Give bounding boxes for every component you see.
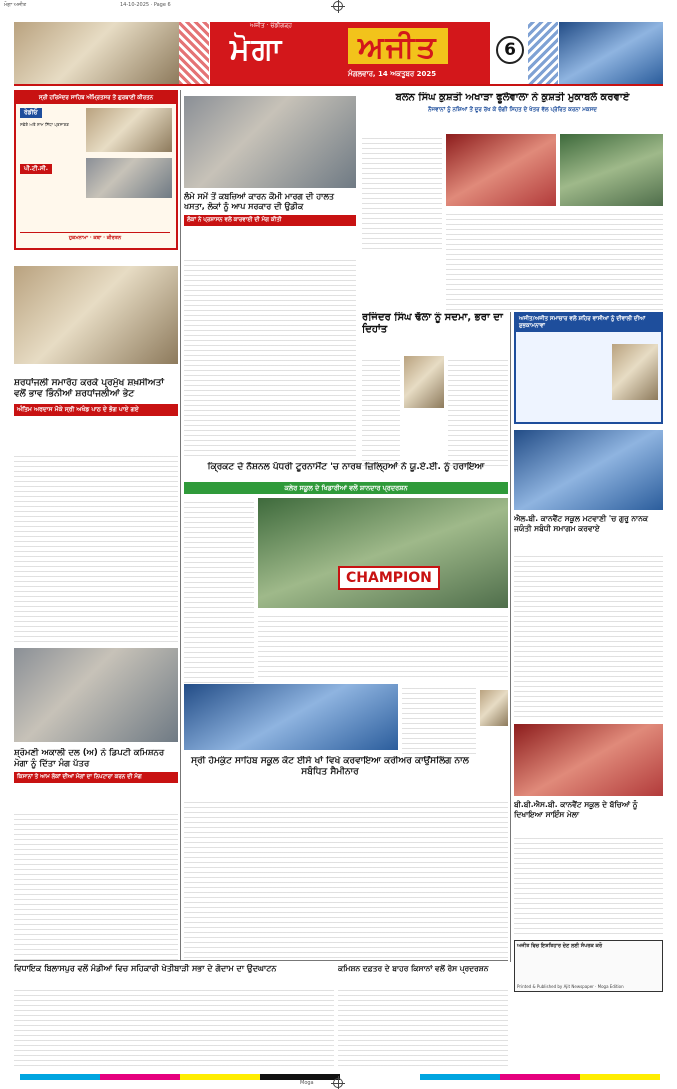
fair-headline: ਬੀ.ਬੀ.ਐਸ.ਬੀ. ਕਾਨਵੈਂਟ ਸਕੂਲ ਦੇ ਬੱਚਿਆਂ ਨੂੰ ਦਿਖਾਇਆ ਸਾਇੰਸ ਮੇਲਾ [514, 800, 638, 819]
fair-story [514, 800, 663, 830]
masthead-title-left: ਮੋਗਾ [230, 32, 284, 67]
print-header [0, 0, 677, 14]
masthead [14, 16, 663, 86]
gurbani-ad-footer: ਹੁਕਮਨਾਮਾ · ਕਥਾ · ਕੀਰਤਨ [20, 232, 170, 244]
school-right-body [514, 552, 663, 720]
church-photo-right [559, 22, 663, 84]
bottom-left-story [14, 964, 334, 984]
wrestling-photo-1 [446, 134, 556, 206]
cricket-body [184, 498, 254, 698]
bottom-left-body [14, 986, 334, 1066]
bottom-right-headline: ਕਮਿਸ਼ਨ ਦਫ਼ਤਰ ਦੇ ਬਾਹਰ ਕਿਸਾਨਾਂ ਵਲੋਂ ਰੋਸ ਪ੍ਰਦਰਸ਼ਨ [338, 964, 489, 973]
seminar-side-body [402, 684, 476, 754]
lead-headline: ਬਲਨ ਸਿੰਘ ਕੁਸ਼ਤੀ ਅਖਾੜਾ ਫੂਲੇਵਾਲਾ ਨੇ ਕੁਸ਼ਤੀ ਮੁਕਾਬਲੇ ਕਰਵਾਏ [395, 92, 630, 103]
obituary-story [362, 312, 512, 352]
obituary-body-2 [448, 356, 508, 466]
akali-story [14, 748, 178, 808]
lead-body [362, 134, 442, 252]
cricket-team-photo [258, 498, 508, 608]
school-right-story [514, 514, 663, 548]
masthead-date: ਮੰਗਲਵਾਰ, 14 ਅਕਤੂਬਰ 2025 [348, 70, 437, 78]
title-band [210, 22, 490, 84]
shraddhanjali-subhead: ਅੰਤਿਮ ਅਰਦਾਸ ਮੌਕੇ ਸ੍ਰੀ ਅਖੰਡ ਪਾਠ ਦੇ ਭੋਗ ਪਾਏ ਗਏ [14, 404, 178, 416]
bottom-right-body [338, 986, 508, 1066]
diwali-ad [514, 312, 663, 424]
akali-subhead: ਕਿਸਾਨਾਂ ਤੇ ਆਮ ਲੋਕਾਂ ਦੀਆਂ ਮੰਗਾਂ ਦਾ ਨਿਪਟਾਰਾ ਕਰਨ ਦੀ ਮੰਗ [14, 772, 178, 783]
obituary-headline: ਰਜਿੰਦਰ ਸਿੰਘ ਢੱਲਾ ਨੂੰ ਸਦਮਾ, ਭਰਾ ਦਾ ਦਿਹਾਂਤ [362, 312, 503, 335]
diwali-ad-headline: ਅਜੀਤ/ਅਜੀਤ ਸਮਾਚਾਰ ਵਲੋਂ ਸ਼ਹਿਰ ਵਾਸੀਆਂ ਨੂੰ ਦੀਵਾਲੀ ਦੀਆਂ ਸ਼ੁਭਕਾਮਨਾਵਾਂ [516, 314, 661, 332]
gurbani-ad-label1: ਰੇਡੀਓ [20, 108, 42, 118]
science-fair-photo [514, 724, 663, 796]
footer-imprint: Printed & Published by Ajit Newspaper · Moga Edition [517, 984, 624, 989]
cricket-band [184, 482, 508, 494]
footer-page-tag: Moga [300, 1080, 314, 1086]
print-slug: ਮੋਗਾ ਅਜੀਤ [4, 2, 27, 8]
students-photo-right [514, 430, 663, 510]
lead-body-2 [446, 210, 663, 310]
rule-bottom [14, 960, 508, 961]
registration-mark-bottom-icon [333, 1078, 343, 1088]
temple-photo-left [14, 22, 179, 84]
lead-subhead: ਨੌਜਵਾਨਾਂ ਨੂੰ ਨਸ਼ਿਆਂ ਤੋਂ ਦੂਰ ਰੱਖ ਕੇ ਚੰਗੀ ਸਿਹਤ ਦੇ ਖੇਤਰ ਵੱਲ ਪ੍ਰੇਰਿਤ ਕਰਨਾ ਮਕਸਦ [428, 107, 597, 113]
shraddhanjali-story [14, 378, 178, 448]
street-subhead: ਲੋਕਾਂ ਨੇ ਪ੍ਰਸ਼ਾਸਨ ਵਲੋਂ ਕਾਰਵਾਈ ਦੀ ਮੰਗ ਕੀਤੀ [184, 215, 356, 226]
shraddhanjali-body [14, 452, 178, 642]
shraddhanjali-headline: ਸ਼ਰਧਾਂਜਲੀ ਸਮਾਰੋਹ ਕਰਕੇ ਪ੍ਰਮੁੱਖ ਸ਼ਖ਼ਸੀਅਤਾਂ ਵਲੋਂ ਭਾਵ ਭਿੰਨੀਆਂ ਸ਼ਰਧਾਂਜਲੀਆਂ ਭੇਟ [14, 378, 164, 399]
masthead-kicker: ਅਜੀਤ · ਚੰਡੀਗੜ੍ਹ [250, 22, 292, 29]
masthead-title-right: ਅਜੀਤ [348, 28, 448, 64]
gurbani-ad-title: ਸ੍ਰੀ ਹਰਿਮੰਦਰ ਸਾਹਿਬ ਅੰਮ੍ਰਿਤਸਰ ਤੋਂ ਗੁਰਬਾਣੀ ਕੀਰਤਨ [16, 92, 176, 104]
ceremony-photo [14, 266, 178, 364]
obituary-body [362, 356, 400, 466]
gurbani-ad-label2: ਪੀ.ਟੀ.ਸੀ. [20, 164, 52, 174]
seminar-portrait [480, 690, 508, 726]
fair-body [514, 834, 663, 938]
seminar-headline: ਸ੍ਰੀ ਹੇਮਕੁੰਟ ਸਾਹਿਬ ਸਕੂਲ ਕੋਟ ਈਸੇ ਖਾਂ ਵਿਖੇ ਕਰਵਾਇਆ ਕਰੀਅਰ ਕਾਉਂਸਲਿੰਗ ਨਾਲ ਸਬੰਧਿਤ ਸੈਮੀਨਾਰ [191, 756, 469, 777]
pattern-right [528, 22, 558, 84]
street-photo [184, 96, 356, 188]
champion-banner: CHAMPION [338, 566, 440, 590]
seminar-photo [184, 684, 398, 750]
page-number-badge [496, 36, 524, 64]
registration-mark-icon [333, 1, 343, 11]
lead-story [362, 92, 663, 132]
seminar-story [184, 756, 476, 796]
footer-ad [514, 940, 663, 992]
pattern-left [179, 22, 209, 84]
gurbani-ad [14, 90, 178, 250]
footer-ad-text: ਅਜੀਤ ਵਿਚ ਇਸ਼ਤਿਹਾਰ ਦੇਣ ਲਈ ਸੰਪਰਕ ਕਰੋ [517, 943, 603, 949]
seminar-body [184, 798, 508, 958]
street-story [184, 192, 356, 252]
akali-body [14, 810, 178, 960]
cricket-body-2 [258, 612, 508, 680]
gurbani-ad-photo2 [86, 158, 172, 198]
street-body [184, 256, 356, 456]
diwali-ad-portrait [612, 344, 658, 400]
obituary-portrait [404, 356, 444, 408]
gurbani-ad-text [20, 122, 82, 158]
gurbani-ad-line1: ਸਵੇਰੇ ਅਤੇ ਸ਼ਾਮ ਸਿੱਧਾ ਪ੍ਰਸਾਰਣ [20, 122, 69, 127]
akali-photo [14, 648, 178, 742]
wrestling-photo-2 [560, 134, 663, 206]
akali-headline: ਸ਼੍ਰੋਮਣੀ ਅਕਾਲੀ ਦਲ (ਅ) ਨੇ ਡਿਪਟੀ ਕਮਿਸ਼ਨਰ ਮੋਗਾ ਨੂੰ ਦਿੱਤਾ ਮੰਗ ਪੱਤਰ [14, 748, 165, 769]
page-number: 6 [504, 40, 516, 60]
golden-temple-photo [86, 108, 172, 152]
rule-left [180, 90, 181, 960]
school-right-headline: ਐਲ.ਬੀ. ਕਾਨਵੈਂਟ ਸਕੂਲ ਮਟਵਾਣੀ 'ਚ ਗੁਰੂ ਨਾਨਕ ਜਯੰਤੀ ਸਬੰਧੀ ਸਮਾਗਮ ਕਰਵਾਏ [514, 514, 649, 533]
rule-right [510, 312, 511, 962]
street-headline: ਲੰਮੇ ਸਮੇਂ ਤੋਂ ਕਬਜ਼ਿਆਂ ਕਾਰਨ ਕੌਮੀ ਮਾਰਗ ਦੀ ਹਾਲਤ ਖਸਤਾ, ਲੋਕਾਂ ਨੂੰ ਆਪ ਸਰਕਾਰ ਦੀ ਉਡੀਕ [184, 192, 334, 211]
bottom-right-story [338, 964, 508, 984]
bottom-left-headline: ਵਿਧਾਇਕ ਬਿਲਾਸਪੁਰ ਵਲੋਂ ਮੰਡੀਆਂ ਵਿਚ ਸਹਿਕਾਰੀ ਖੇਤੀਬਾੜੀ ਸਭਾ ਦੇ ਗੋਦਾਮ ਦਾ ਉਦਘਾਟਨ [14, 964, 277, 973]
cricket-headline: ਕ੍ਰਿਕਟ ਦੇ ਨੈਸ਼ਨਲ ਪੱਧਰੀ ਟੂਰਨਾਮੈਂਟ 'ਚ ਨਾਰਥ ਜ਼ਿਲ੍ਹਿਆਂ ਨੇ ਯੂ.ਏ.ਈ. ਨੂੰ ਹਰਾਇਆ [207, 462, 485, 472]
cricket-band-text: ਕਲੇਰ ਸਕੂਲ ਦੇ ਖਿਡਾਰੀਆਂ ਵਲੋਂ ਸ਼ਾਨਦਾਰ ਪ੍ਰਦਰਸ਼ਨ [284, 484, 408, 492]
print-meta: 14-10-2025 · Page 6 [120, 2, 171, 8]
